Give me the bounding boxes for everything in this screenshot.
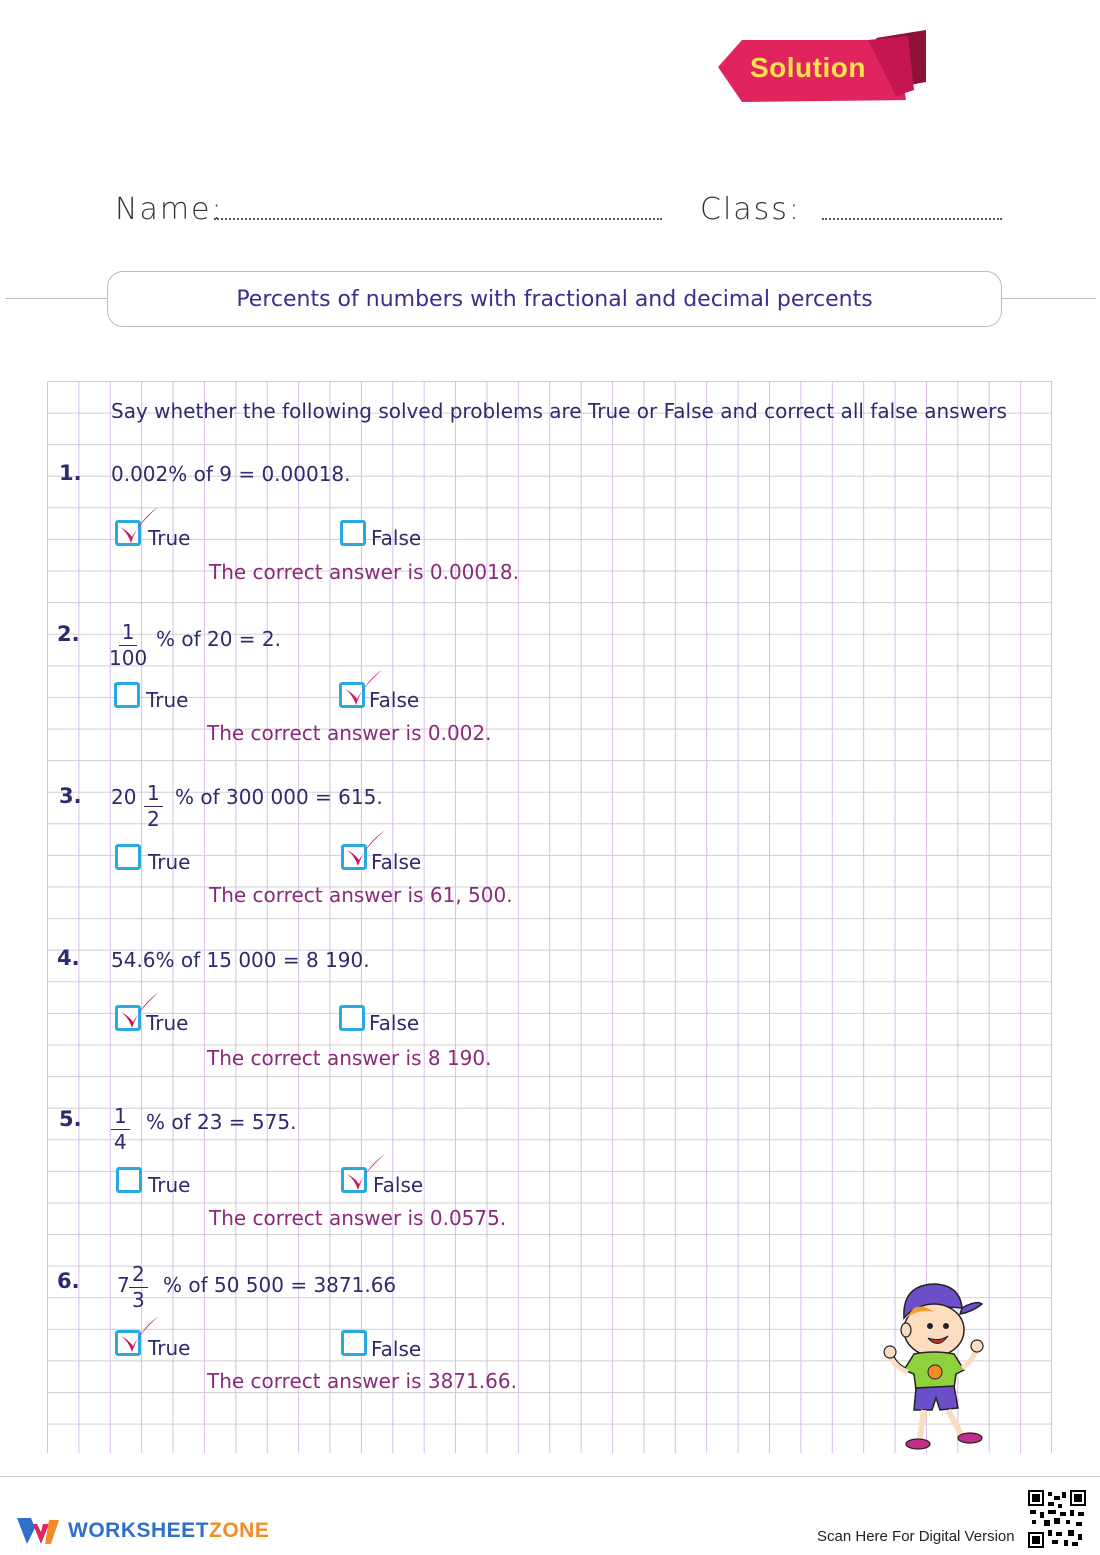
correct-answer: The correct answer is 8 190. [207, 1046, 492, 1070]
checkmark-icon [115, 1314, 161, 1356]
checkmark-icon [339, 667, 385, 709]
whole-number: 20 [111, 785, 137, 809]
fraction-denominator: 3 [132, 1288, 145, 1312]
class-field[interactable] [822, 218, 1002, 220]
correct-answer: The correct answer is 0.0575. [209, 1206, 507, 1230]
question-text: % of 50 500 = 3871.66 [163, 1273, 397, 1297]
true-label: True [146, 688, 189, 712]
false-label: False [369, 688, 420, 712]
checkmark-icon [341, 828, 387, 870]
cartoon-kid-illustration [880, 1278, 990, 1456]
question-number: 3. [59, 784, 82, 808]
name-label: Name: [115, 192, 224, 227]
true-label: True [148, 1173, 191, 1197]
correct-answer: The correct answer is 3871.66. [207, 1369, 517, 1393]
fraction-numerator: 1 [119, 620, 138, 646]
fraction [109, 620, 147, 671]
fraction-denominator: 2 [147, 807, 160, 831]
fraction [144, 781, 163, 832]
false-label: False [371, 526, 422, 550]
worksheetzone-brand[interactable] [68, 1519, 269, 1543]
footer-divider [0, 1476, 1100, 1477]
correct-answer: The correct answer is 0.002. [207, 721, 492, 745]
true-label: True [148, 850, 191, 874]
correct-answer: The correct answer is 0.00018. [209, 560, 519, 584]
question-text: % of 300 000 = 615. [175, 785, 383, 809]
correct-answer: The correct answer is 61, 500. [209, 883, 513, 907]
checkmark-icon [115, 990, 161, 1032]
true-label: True [146, 1011, 189, 1035]
title-divider-right [1001, 298, 1096, 299]
true-checkbox[interactable] [114, 682, 140, 708]
fraction-numerator: 1 [111, 1104, 130, 1130]
question-number: 1. [59, 461, 82, 485]
worksheetzone-logo-icon [15, 1514, 61, 1548]
question-text: 0.002% of 9 = 0.00018. [111, 462, 351, 486]
question-number: 2. [57, 622, 80, 646]
question-text: % of 23 = 575. [146, 1110, 297, 1134]
question-number: 6. [57, 1269, 80, 1293]
checkmark-icon [341, 1152, 387, 1194]
class-label: Class: [700, 192, 802, 227]
fraction [129, 1262, 148, 1313]
fraction [111, 1104, 130, 1155]
question-text: % of 20 = 2. [156, 627, 281, 651]
worksheet-title: Percents of numbers with fractional and decimal percents [107, 271, 1002, 327]
false-label: False [369, 1011, 420, 1035]
true-label: True [148, 1336, 191, 1360]
question-number: 4. [57, 946, 80, 970]
false-label: False [371, 1337, 422, 1361]
fraction-numerator: 2 [129, 1262, 148, 1288]
false-checkbox[interactable] [341, 1330, 367, 1356]
fraction-denominator: 100 [109, 646, 148, 670]
true-checkbox[interactable] [115, 844, 141, 870]
false-checkbox[interactable] [340, 520, 366, 546]
name-field[interactable] [214, 218, 662, 220]
whole-number: 7 [117, 1273, 130, 1297]
instruction-text: Say whether the following solved problems are True or False and correct all false answers [111, 399, 1007, 423]
scan-caption: Scan Here For Digital Version [817, 1528, 1015, 1545]
true-label: True [148, 526, 191, 550]
question-text: 54.6% of 15 000 = 8 190. [111, 948, 370, 972]
true-checkbox[interactable] [116, 1167, 142, 1193]
brand-part-b: ZONE [209, 1519, 270, 1542]
question-number: 5. [59, 1107, 82, 1131]
false-label: False [371, 850, 422, 874]
solution-badge: Solution [750, 52, 866, 83]
fraction-denominator: 4 [114, 1130, 127, 1154]
qr-code-icon[interactable] [1028, 1490, 1086, 1548]
fraction-numerator: 1 [144, 781, 163, 807]
title-divider-left [5, 298, 107, 299]
false-label: False [373, 1173, 424, 1197]
brand-part-a: WORKSHEET [68, 1519, 209, 1542]
checkmark-icon [114, 505, 160, 547]
false-checkbox[interactable] [339, 1005, 365, 1031]
